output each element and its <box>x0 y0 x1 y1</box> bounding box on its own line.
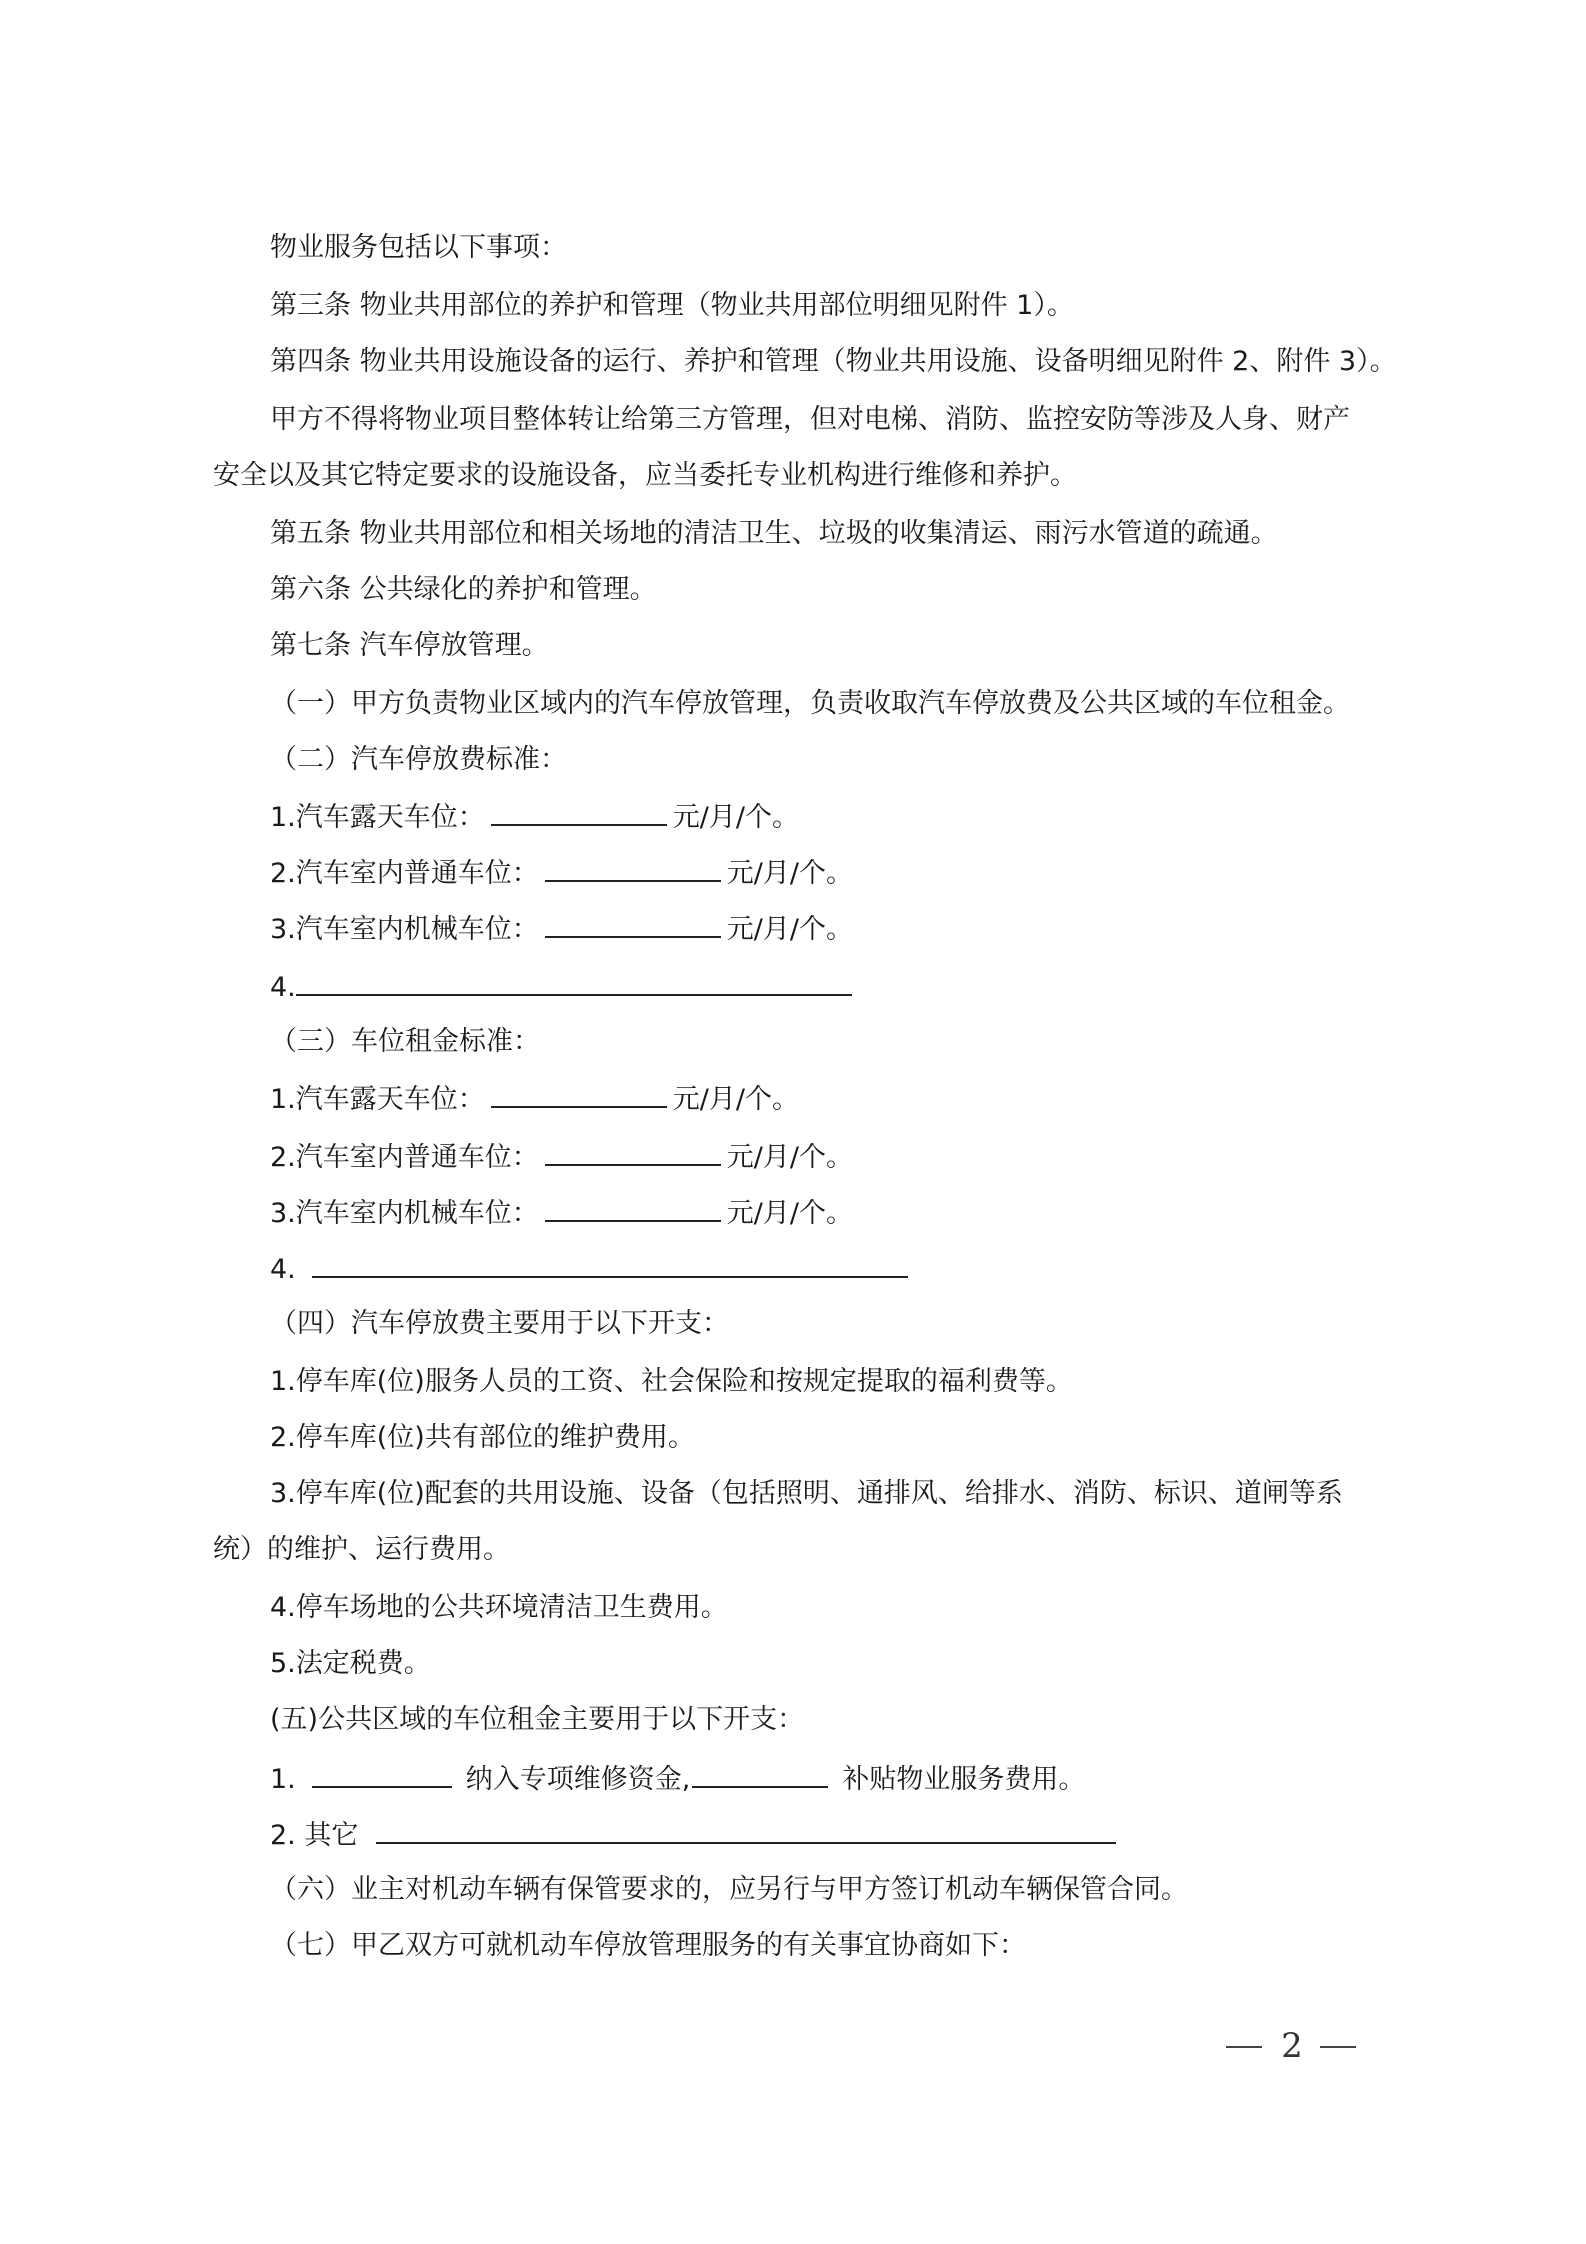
item-label: 4. <box>270 1254 296 1285</box>
article-6: 第六条 公共绿化的养护和管理。 <box>270 574 657 605</box>
fill-blank[interactable] <box>312 1760 452 1788</box>
rent-item-2 <box>270 1138 853 1176</box>
expense-item-1: 1.停车库(位)服务人员的工资、社会保险和按规定提取的福利费等。 <box>270 1366 1073 1397</box>
item-label: 2.汽车室内普通车位： <box>270 1142 539 1173</box>
clause-4-heading: （四）汽车停放费主要用于以下开支： <box>270 1308 729 1339</box>
item-label: 3.汽车室内机械车位： <box>270 914 539 945</box>
rent-use-item-1 <box>270 1760 1085 1798</box>
item-label: 1.汽车露天车位： <box>270 1084 485 1115</box>
fill-blank[interactable] <box>545 854 721 882</box>
clause-3-heading: （三）车位租金标准： <box>270 1026 540 1057</box>
dash-right <box>1320 2046 1356 2048</box>
item-label: 3.汽车室内机械车位： <box>270 1198 539 1229</box>
item-text: 纳入专项维修资金, <box>465 1764 691 1795</box>
parking-fee-item-1 <box>270 798 799 836</box>
article-7: 第七条 汽车停放管理。 <box>270 630 549 661</box>
parking-fee-item-2 <box>270 854 853 892</box>
paragraph-continuation: 统）的维护、运行费用。 <box>213 1534 510 1565</box>
item-label: 1. <box>270 1764 296 1795</box>
fill-blank[interactable] <box>491 798 667 826</box>
clause-6: （六）业主对机动车辆有保管要求的，应另行与甲方签订机动车辆保管合同。 <box>270 1874 1188 1905</box>
article-3: 第三条 物业共用部位的养护和管理（物业共用部位明细见附件 1）。 <box>270 290 1074 321</box>
rent-item-3 <box>270 1194 853 1232</box>
expense-item-2: 2.停车库(位)共有部位的维护费用。 <box>270 1422 695 1453</box>
item-text: 补贴物业服务费用。 <box>842 1764 1086 1795</box>
fill-blank[interactable] <box>545 910 721 938</box>
clause-2-heading: （二）汽车停放费标准： <box>270 744 567 775</box>
dash-left <box>1226 2046 1262 2048</box>
clause-5-heading: (五)公共区域的车位租金主要用于以下开支： <box>270 1704 805 1735</box>
parking-fee-item-4 <box>270 968 858 1006</box>
unit-label: 元/月/个。 <box>726 1142 853 1173</box>
parking-fee-item-3 <box>270 910 853 948</box>
expense-item-4: 4.停车场地的公共环境清洁卫生费用。 <box>270 1592 728 1623</box>
page-number-value: 2 <box>1281 2026 1303 2066</box>
paragraph: 物业服务包括以下事项： <box>270 232 567 263</box>
rent-item-4 <box>270 1250 914 1288</box>
paragraph-continuation: 安全以及其它特定要求的设施设备，应当委托专业机构进行维修和养护。 <box>213 460 1077 491</box>
fill-blank[interactable] <box>312 1250 908 1278</box>
fill-blank[interactable] <box>376 1816 1116 1844</box>
fill-blank[interactable] <box>545 1194 721 1222</box>
unit-label: 元/月/个。 <box>672 1084 799 1115</box>
unit-label: 元/月/个。 <box>726 1198 853 1229</box>
unit-label: 元/月/个。 <box>726 914 853 945</box>
article-5: 第五条 物业共用部位和相关场地的清洁卫生、垃圾的收集清运、雨污水管道的疏通。 <box>270 518 1278 549</box>
expense-item-3: 3.停车库(位)配套的共用设施、设备（包括照明、通排风、给排水、消防、标识、道闸等系 <box>270 1478 1343 1509</box>
item-label: 1.汽车露天车位： <box>270 802 485 833</box>
page-number <box>1226 2024 1366 2068</box>
fill-blank[interactable] <box>491 1080 667 1108</box>
item-label: 4. <box>270 972 296 1003</box>
unit-label: 元/月/个。 <box>672 802 799 833</box>
fill-blank[interactable] <box>692 1760 828 1788</box>
fill-blank[interactable] <box>545 1138 721 1166</box>
paragraph: 甲方不得将物业项目整体转让给第三方管理，但对电梯、消防、监控安防等涉及人身、财产 <box>270 404 1350 435</box>
item-label: 2. 其它 <box>270 1820 359 1851</box>
unit-label: 元/月/个。 <box>726 858 853 889</box>
rent-use-item-2 <box>270 1816 1122 1854</box>
article-4: 第四条 物业共用设施设备的运行、养护和管理（物业共用设施、设备明细见附件 2、附件 3）。 <box>270 346 1397 377</box>
expense-item-5: 5.法定税费。 <box>270 1648 431 1679</box>
clause-1: （一）甲方负责物业区域内的汽车停放管理，负责收取汽车停放费及公共区域的车位租金。 <box>270 688 1350 719</box>
clause-7: （七）甲乙双方可就机动车停放管理服务的有关事宜协商如下： <box>270 1930 1026 1961</box>
rent-item-1 <box>270 1080 799 1118</box>
item-label: 2.汽车室内普通车位： <box>270 858 539 889</box>
fill-blank[interactable] <box>296 968 852 996</box>
